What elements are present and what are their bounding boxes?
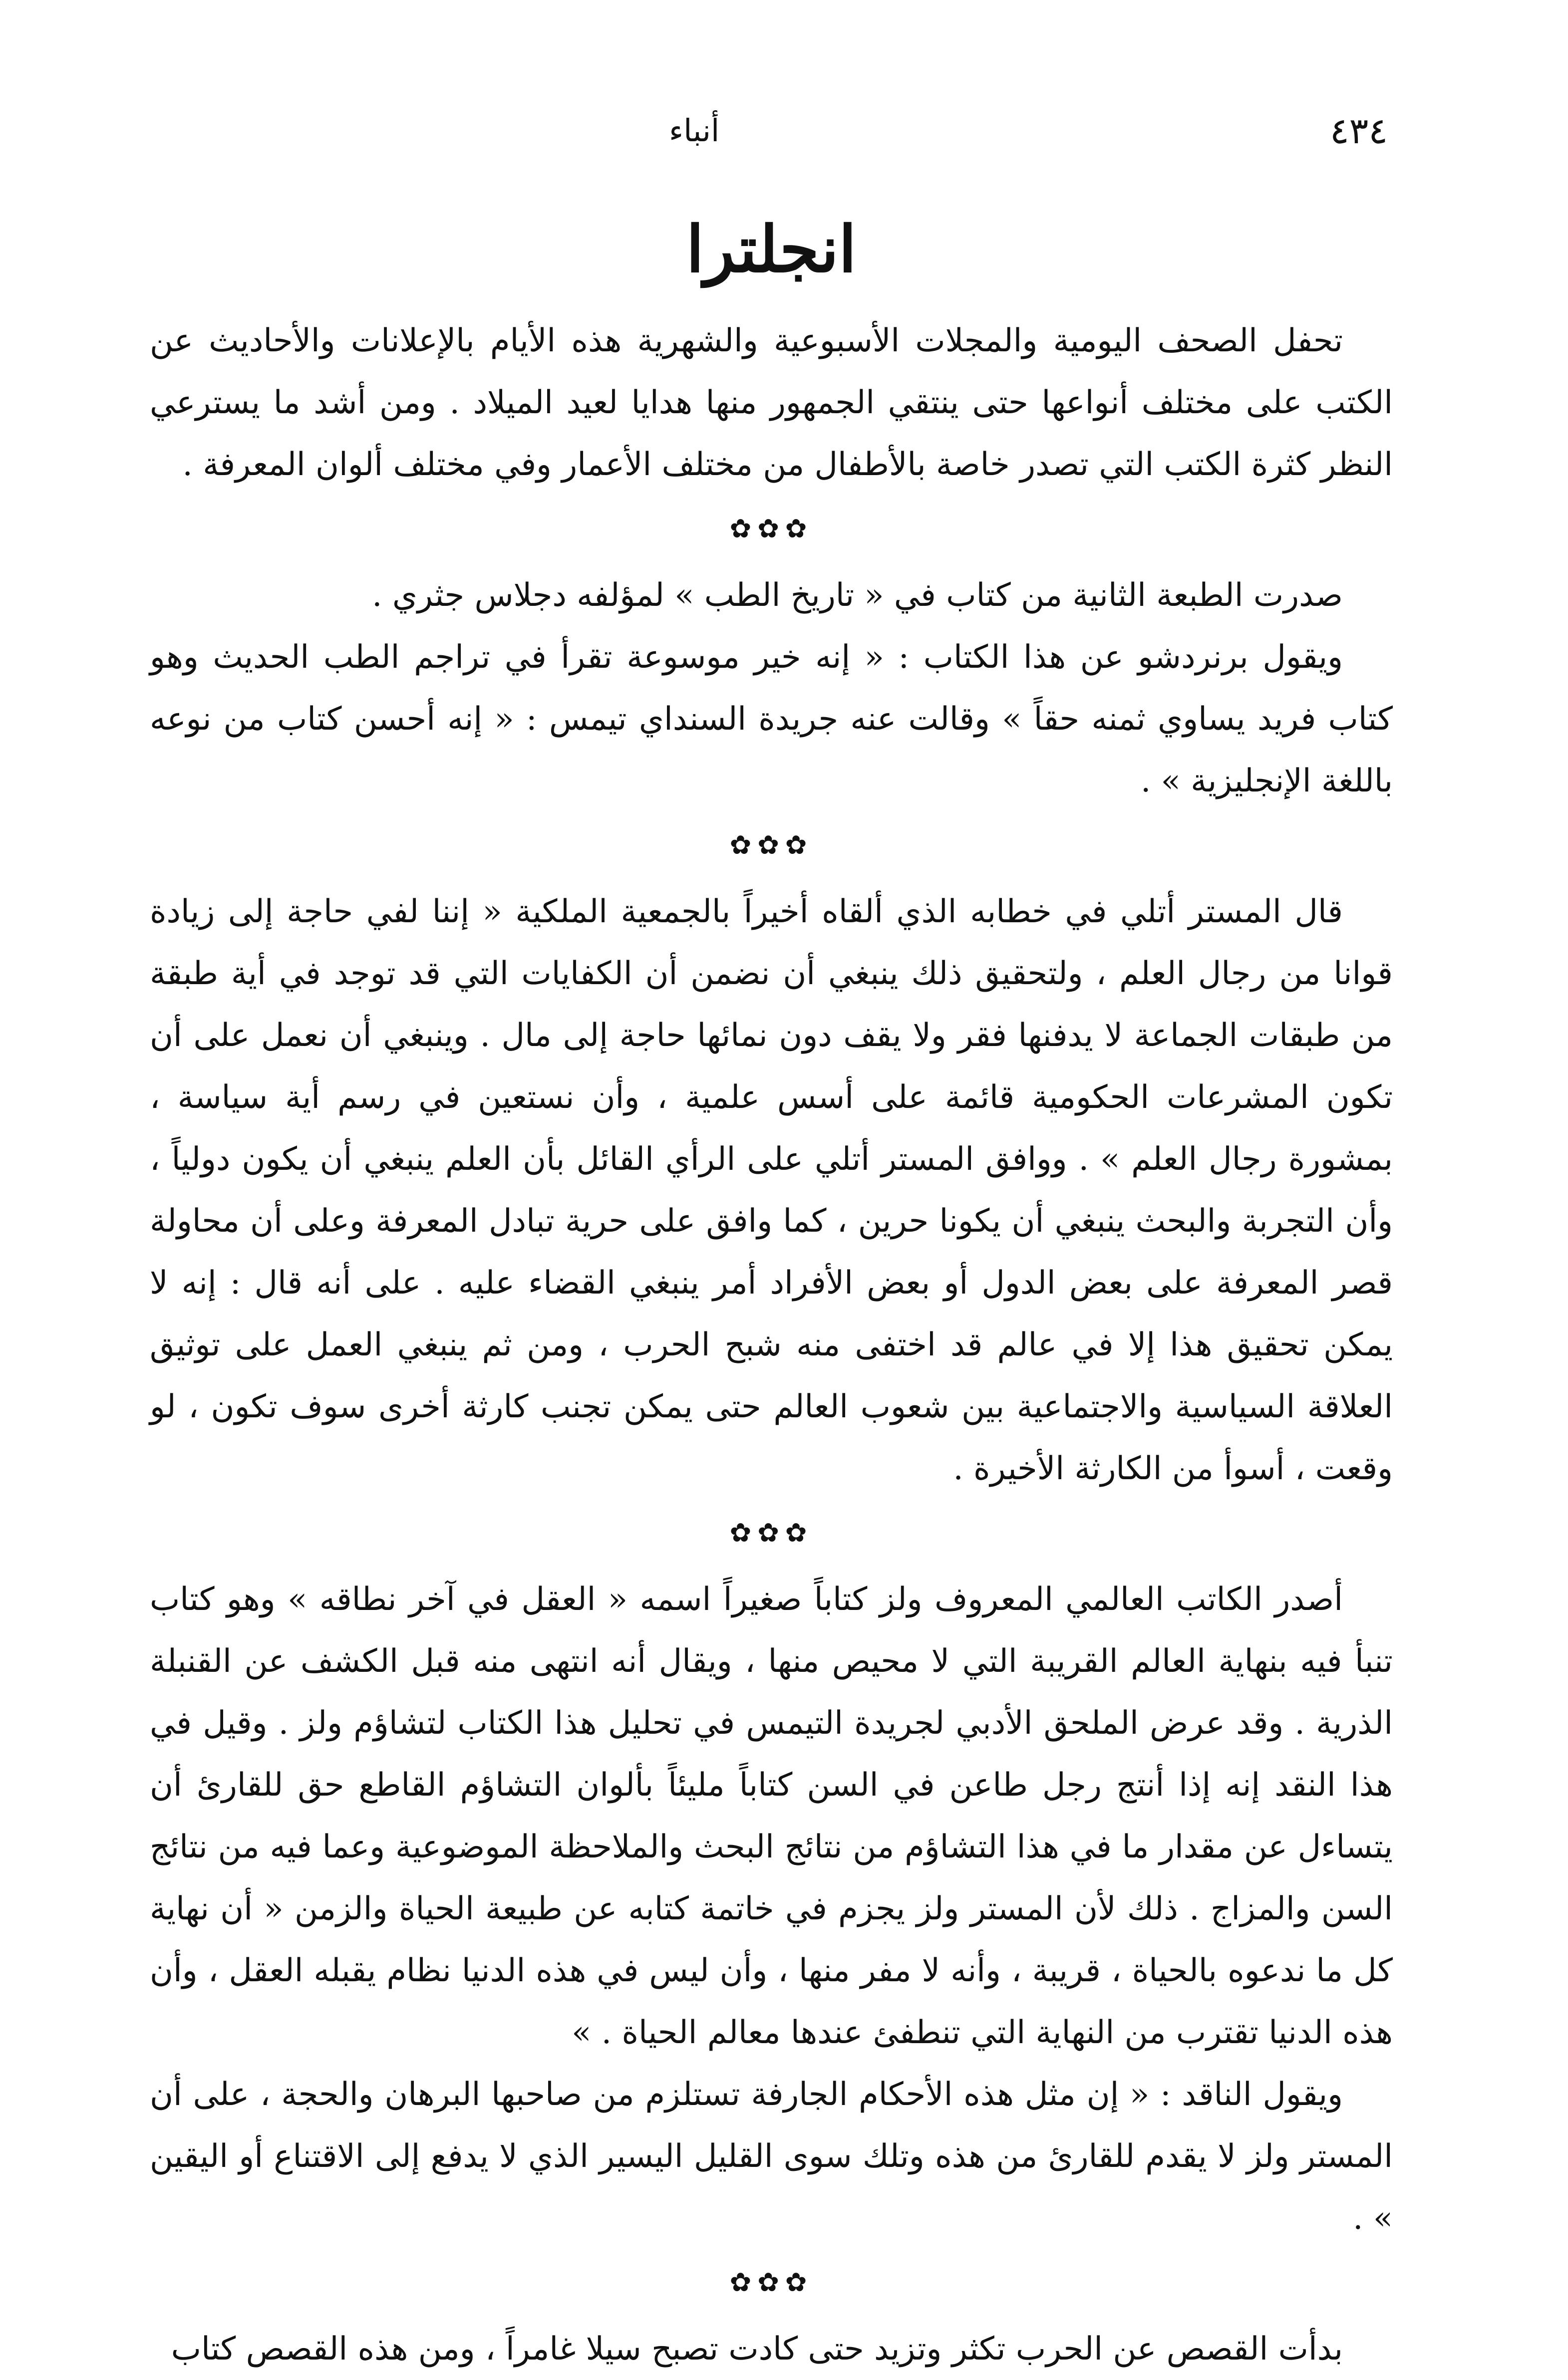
- paragraph: قال المستر أتلي في خطابه الذي ألقاه أخيراً بالجمعية الملكية « إننا لفي حاجة إلى زيادة قوانا من رجال العلم ، ولتحقيق ذلك ينبغي أن نضمن أن الكفايات التي قد توجد في أية طبقة من طبقات الجماعة لا يدفنها فقر ولا يقف دون نمائها حاجة إلى مال . وينبغي أن نعمل على أن تكون المشرعات الحكومية قائمة على أسس علمية ، وأن نستعين في رسم أية سياسة ، بمشورة رجال العلم » . ووافق المستر أتلي على الرأي القائل بأن العلم ينبغي أن يكون دولياً ، وأن التجربة والبحث ينبغي أن يكونا حرين ، كما وافق على حرية تبادل المعرفة وعلى أن محاولة قصر المعرفة على بعض الدول أو بعض الأفراد أمر ينبغي القضاء عليه . على أنه قال : إنه لا يمكن تحقيق هذا إلا في عالم قد اختفى منه شبح الحرب ، ومن ثم ينبغي العمل على توثيق العلاقة السياسية والاجتماعية بين شعوب العالم حتى يمكن تجنب كارثة أخرى سوف تكون ، لو وقعت ، أسوأ من الكارثة الأخيرة .: [150, 893, 1393, 1487]
- news-block-5: [150, 2318, 1393, 2380]
- journal-name: أنباء: [669, 112, 720, 149]
- separator: ✿✿✿: [729, 514, 813, 544]
- paragraph: ويقول برنردشو عن هذا الكتاب : « إنه خير موسوعة تقرأ في تراجم الطب الحديث وهو كتاب فريد يساوي ثمنه حقاً » وقالت عنه جريدة السنداي تيمس : « إنه أحسن كتاب من نوعه باللغة الإنجليزية » .: [150, 638, 1393, 799]
- paragraph: تحفل الصحف اليومية والمجلات الأسبوعية والشهرية هذه الأيام بالإعلانات والأحاديث عن الكتب على مختلف أنواعها حتى ينتقي الجمهور منها هدايا لعيد الميلاد . ومن أشد ما يسترعي النظر كثرة الكتب التي تصدر خاصة بالأطفال من مختلف الأعمار وفي مختلف ألوان المعرفة .: [150, 322, 1393, 483]
- paragraph: صدرت الطبعة الثانية من كتاب في « تاريخ الطب » لمؤلفه دجلاس جثري .: [372, 576, 1343, 614]
- paragraph: ويقول الناقد : « إن مثل هذه الأحكام الجارفة تستلزم من صاحبها البرهان والحجة ، على أن المستر ولز لا يقدم للقارئ من هذه وتلك سوى القليل اليسير الذي لا يدفع إلى الاقتناع أو اليقين » .: [150, 2076, 1393, 2237]
- paragraph: أصدر الكاتب العالمي المعروف ولز كتاباً صغيراً اسمه « العقل في آخر نطاقه » وهو كتاب تنبأ فيه بنهاية العالم القريبة التي لا محيص منها ، ويقال أنه انتهى منه قبل الكشف عن القنبلة الذرية . وقد عرض الملحق الأدبي لجريدة التيمس في تحليل هذا الكتاب لتشاؤم ولز . وقيل في هذا النقد إنه إذا أنتج رجل طاعن في السن كتاباً مليئاً بألوان التشاؤم القاطع حق للقارئ أن يتساءل عن مقدار ما في هذا التشاؤم من نتائج البحث والملاحظة الموضوعية وعما فيه من نتائج السن والمزاج . ذلك لأن المستر ولز يجزم في خاتمة كتابه عن طبيعة الحياة والزمن « أن نهاية كل ما ندعوه بالحياة ، قريبة ، وأنه لا مفر منها ، وأن ليس في هذه الدنيا نظام يقبله العقل ، وأن هذه الدنيا تقترب من النهاية التي تنطفئ عندها معالم الحياة . »: [150, 1581, 1393, 2051]
- separator: ✿✿✿: [729, 1518, 813, 1548]
- page-number: ٤٣٤: [1329, 110, 1388, 152]
- news-block-1: [150, 310, 1393, 496]
- paragraph: بدأت القصص عن الحرب تكثر وتزيد حتى كادت تصبح سيلا غامراً ، ومن هذه القصص كتاب: [171, 2330, 1343, 2368]
- running-head: [150, 90, 1393, 150]
- section-title: انجلترا: [686, 212, 857, 287]
- book-page: [150, 90, 1393, 2368]
- news-block-3: [150, 881, 1393, 1500]
- news-block-2: [150, 564, 1393, 812]
- separator: ✿✿✿: [729, 830, 813, 860]
- news-block-4: [150, 1569, 1393, 2249]
- separator: ✿✿✿: [729, 2267, 813, 2298]
